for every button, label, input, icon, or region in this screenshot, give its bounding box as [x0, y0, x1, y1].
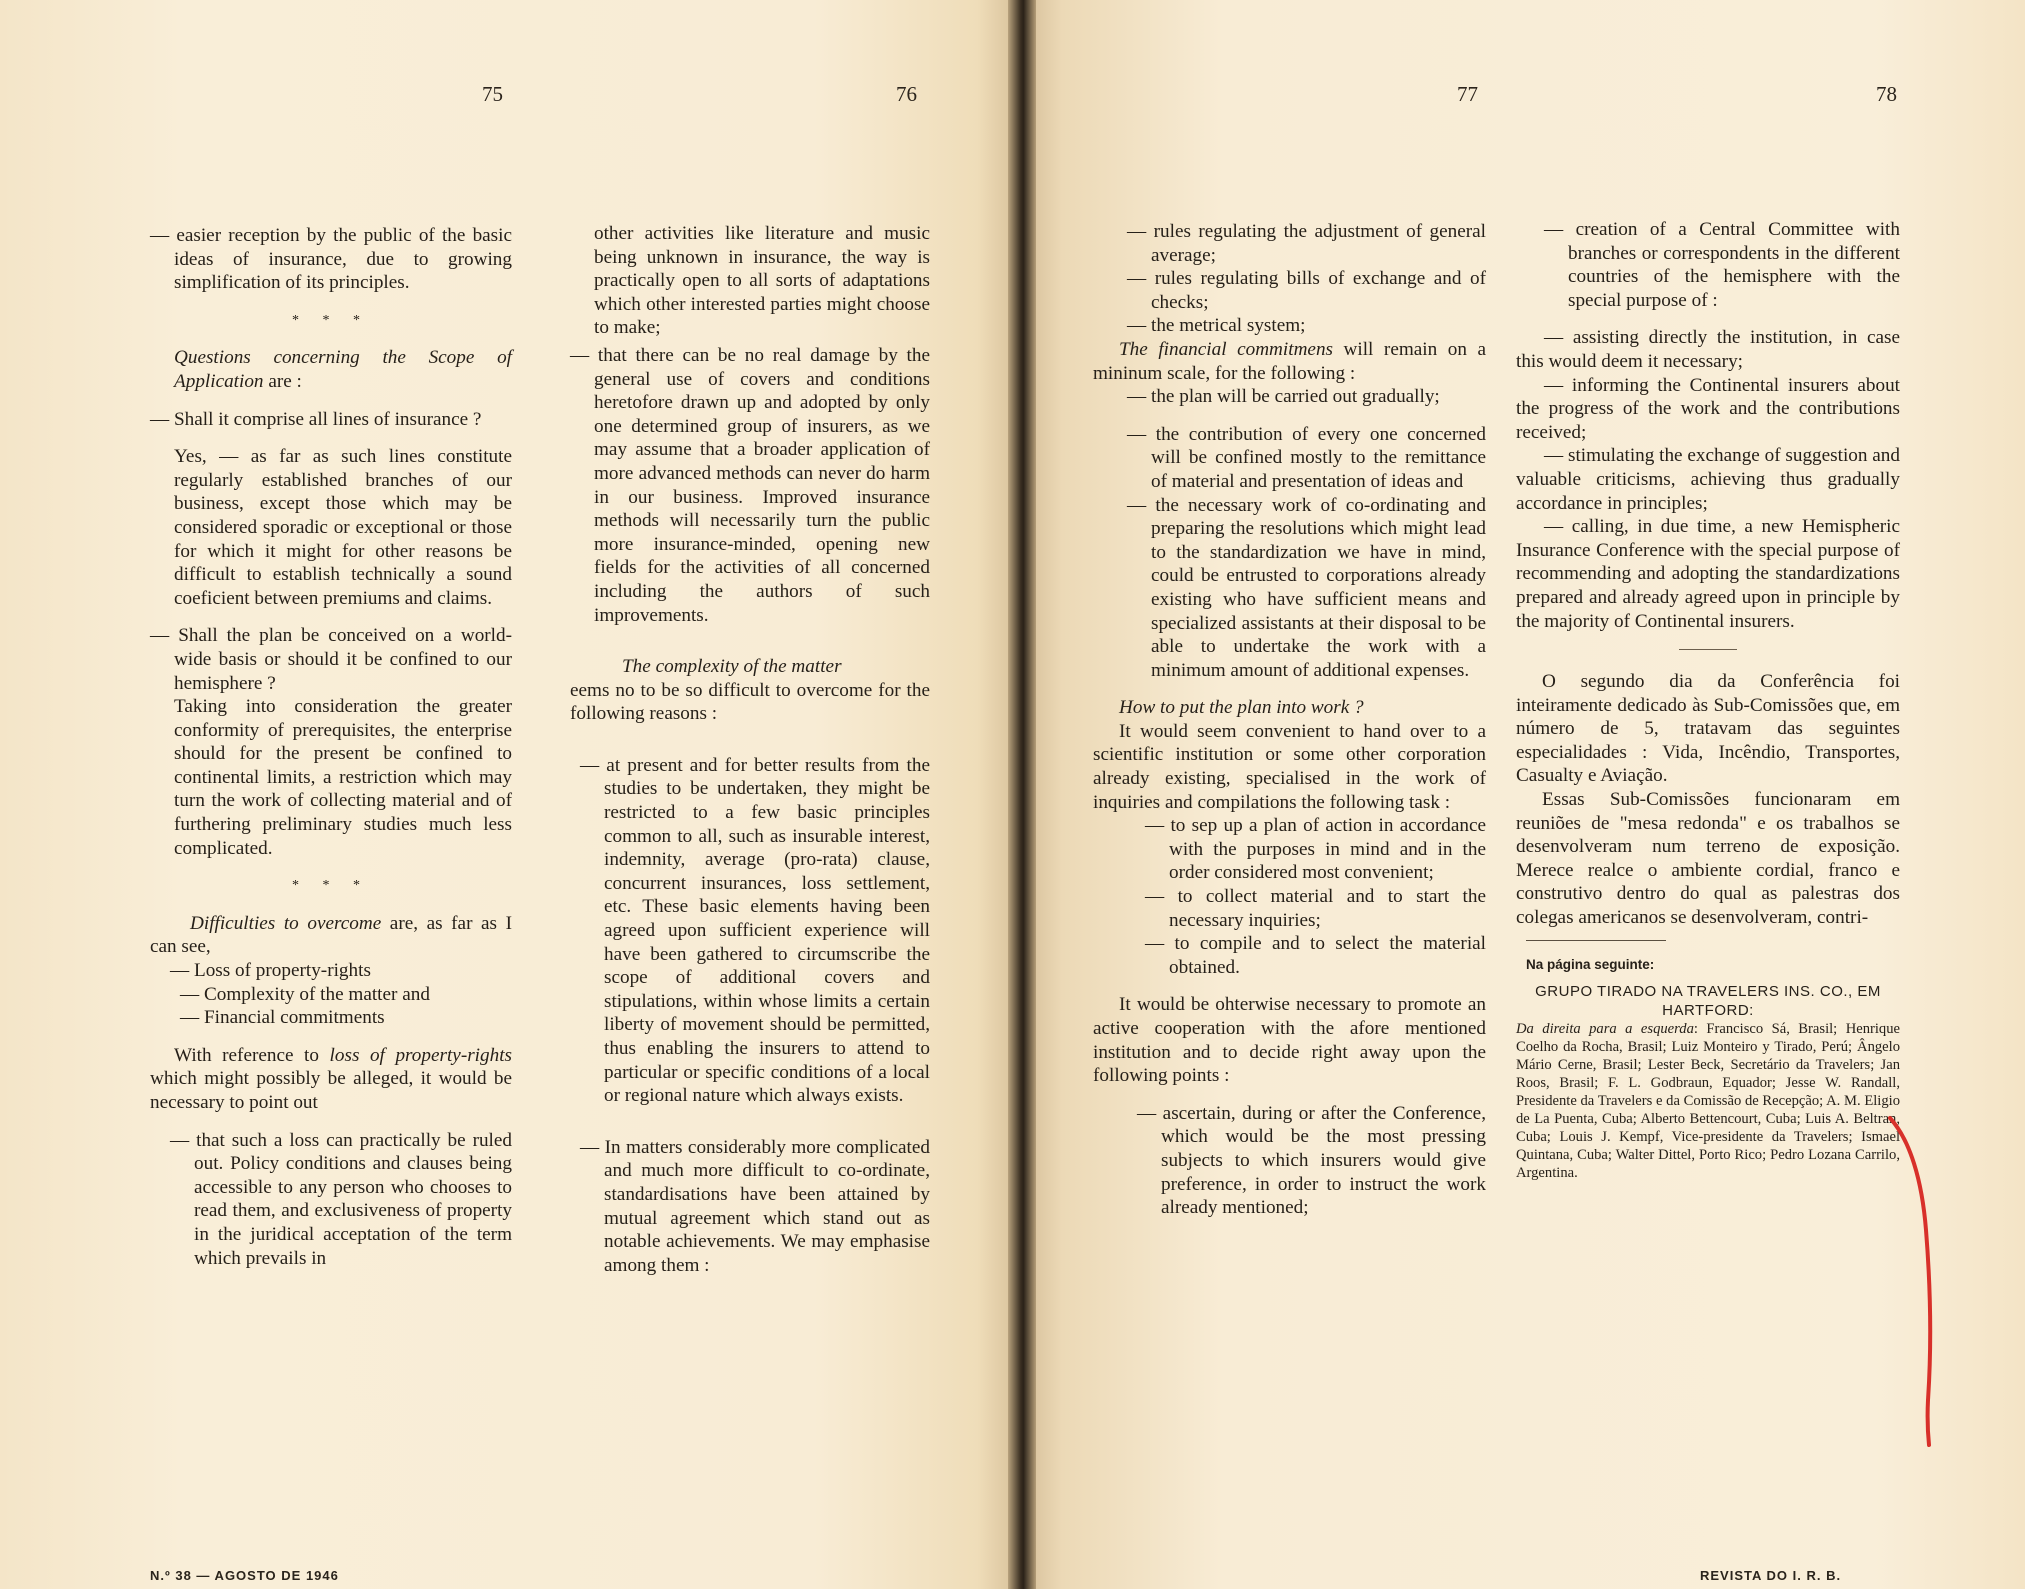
list-item: — assisting directly the institution, in case this would deem it necessary; [1516, 327, 1900, 372]
section-separator: * * * [292, 878, 370, 894]
page-number-77: 77 [1457, 82, 1478, 106]
book-gutter [1008, 0, 1036, 1589]
list-item: — rules regulating the adjustment of general average; [1127, 221, 1486, 266]
paragraph: It would be ohterwise necessary to promote an active cooperation with the afore mentioned institution and to decide right away upon the following points : [1093, 994, 1486, 1087]
paragraph: — In matters considerably more complicated and much more difficult to co-ordinate, standardisations have been attained by mutual agreement which stand out as notable achievements. We may emphasise among them : [580, 1136, 930, 1276]
list-item: — calling, in due time, a new Hemispheric Insurance Conference with the special purpose of recommending and adopting the standardizations prepared and already agreed upon in principle by the majority of Continental insurers. [1516, 516, 1900, 632]
list-item: — Complexity of the matter and [180, 983, 430, 1005]
paragraph: O segundo dia da Conferência foi inteiramente dedicado às Sub-Comissões que, em número de 5, tratavam das seguintes especialidades : Vida, Incêndio, Transportes, Casualty e Aviação. [1516, 671, 1900, 787]
paragraph: — that such a loss can practically be ruled out. Policy conditions and clauses being accessible to any person who chooses to read them, and exclusiveness of property in the juridical acceptation of the term which prevails in [170, 1129, 512, 1269]
paragraph: eems no to be so difficult to overcome for the following reasons : [570, 679, 930, 725]
paragraph: The financial commitmens will remain on a mininum scale, for the following : [1093, 338, 1486, 384]
red-pencil-mark [1888, 1110, 1948, 1450]
column-page-76 [570, 222, 930, 1277]
section-heading: Questions concerning the Scope of Application are : [174, 347, 512, 392]
column-page-77 [1093, 220, 1486, 1220]
answer: Yes, — as far as such lines constitute regularly established branches of our business, except those which may be considered sporadic or exceptional or those for which it might for other reasons be difficult to establish technically a sound coeficient between premiums and claims. [174, 446, 512, 609]
paragraph: It would seem convenient to hand over to a scientific institution or some other corporation already existing, specialised in the work of inquiries and compilations the following task : [1093, 720, 1486, 813]
caption-body: Da direita para a esquerda: Francisco Sá, Brasil; Henrique Coelho da Rocha, Brasil; Luiz Monteiro y Tirado, Perú; Ângelo Mário Cerne, Brasil; Lester Beck, Secretário da Travelers; Jan Roos, Brasil; F. L. Godbraun, Equador; Jesse W. Randall, Presidente da Travelers e da Comissão de Recepção; A. M. Eligio de La Puenta, Cuba; Alberto Bettencourt, Cuba; Luis A. Beltran, Cuba; Louis J. Kempf, Vice-presidente da Travelers; Ismael Quintana, Cuba; Walter Dittel, Porto Rico; Pedro Lozana Carrilo, Argentina. [1516, 1021, 1900, 1182]
list-item: — stimulating the exchange of suggestion and valuable criticisms, achieving thus gradually accordance in principles; [1516, 445, 1900, 514]
question: — Shall it comprise all lines of insurance ? [150, 408, 482, 430]
page-number-78: 78 [1876, 82, 1897, 106]
list-item: — Financial commitments [180, 1007, 385, 1029]
list-item: — to compile and to select the material obtained. [1145, 933, 1486, 978]
list-item: — informing the Continental insurers about the progress of the work and the contributions received; [1516, 374, 1900, 443]
paragraph: Essas Sub-Comissões funcionaram em reuniões de "mesa redonda" e os trabalhos se desenvolveram num terreno de exposição. Merece realce o ambiente cordial, franco e construtivo dentro do qual as palestras dos colegas americanos se desenvolveram, contri- [1516, 789, 1900, 929]
footer-right: REVISTA DO I. R. B. [1700, 1568, 1842, 1583]
list-item: — the necessary work of co-ordinating and preparing the resolutions which might lead to the standardization we have in mind, could be entrusted to corporations already existing who have sufficient means and specialized assistants at their disposal to be able to undertake the work with a minimum amount of additional expenses. [1127, 494, 1486, 681]
list-item: — rules regulating bills of exchange and of checks; [1127, 268, 1486, 313]
caption-title: GRUPO TIRADO NA TRAVELERS INS. CO., EM HARTFORD: [1535, 983, 1881, 1020]
page-number-76: 76 [896, 82, 917, 106]
paragraph: — that there can be no real damage by the general use of covers and conditions heretofore drawn up and adopted by only one determined group of insurers, as we may assume that a broader application of more advanced methods can never do harm in our business. Improved insurance methods will necessarily turn the public more insurance-minded, opening new fields for the activities of all concerned including the authors of such improvements. [570, 344, 930, 626]
list-item: — creation of a Central Committee with branches or correspondents in the different countries of the hemisphere with the special purpose of : [1544, 219, 1900, 311]
caption-divider [1526, 940, 1666, 941]
list-item: — the metrical system; [1127, 315, 1306, 337]
answer: Taking into consideration the greater conformity of prerequisites, the enterprise should for the present be confined to continental limits, a restriction which may turn the work of collecting material and of furthering preliminary studies much less complicated. [174, 696, 512, 859]
section-heading: The complexity of the matter [622, 656, 842, 678]
caption-heading: Na página seguinte: [1526, 956, 1655, 972]
question: — Shall the plan be conceived on a world-wide basis or should it be confined to our hemisphere ? [150, 625, 512, 694]
list-item: — the contribution of every one concerned will be confined mostly to the remittance of material and presentation of ideas and [1127, 423, 1486, 492]
column-page-75 [150, 224, 512, 1270]
section-separator: * * * [292, 312, 370, 328]
paragraph: With reference to loss of property-rights which might possibly be alleged, it would be necessary to point out [150, 1044, 512, 1113]
footer-left: N.º 38 — AGOSTO DE 1946 [150, 1568, 339, 1583]
page-number-75: 75 [482, 82, 503, 106]
list-item: — the plan will be carried out gradually; [1127, 386, 1440, 408]
list-item: — ascertain, during or after the Conference, which would be the most pressing subjects to which insurers would give preference, in order to instruct the work already mentioned; [1137, 1102, 1486, 1219]
section-heading: How to put the plan into work ? [1119, 697, 1364, 719]
section-divider [1679, 649, 1737, 650]
paragraph: other activities like literature and music being unknown in insurance, the way is practically open to all sorts of adaptations which other interested parties might choose to make; [594, 223, 930, 339]
list-item: — to collect material and to start the necessary inquiries; [1145, 886, 1486, 931]
column-page-78 [1516, 218, 1900, 1182]
list-item: — Loss of property-rights [170, 960, 371, 982]
section-heading: Difficulties to overcome are, as far as I can see, [150, 912, 512, 958]
list-item: — to sep up a plan of action in accordance with the purposes in mind and in the order considered most convenient; [1145, 815, 1486, 884]
paragraph: — at present and for better results from the studies to be undertaken, they might be restricted to a few basic principles common to all, such as insurable interest, indemnity, average (pro-rata) clause, concurrent insurances, loss settlement, etc. These basic elements having been agreed upon sufficient experience will have been gathered to circumscribe the scope of additional covers and stipulations, within whose limits a certain liberty of movement should be permitted, thus enabling the insurers to attend to particular or specific conditions of a local or regional nature which always exists. [580, 754, 930, 1107]
paragraph: — easier reception by the public of the basic ideas of insurance, due to growing simplification of its principles. [150, 225, 512, 294]
